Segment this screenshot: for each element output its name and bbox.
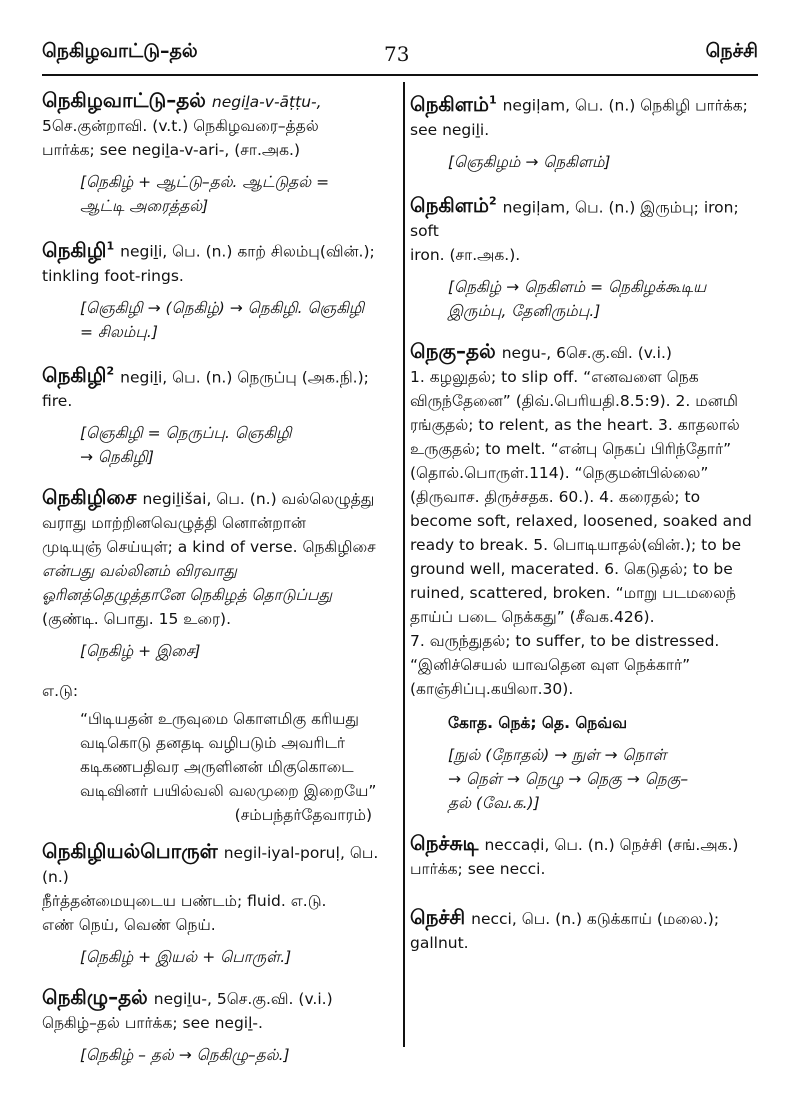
definition: negiḻišai, பெ. (n.) வல்லெழுத்து: [142, 490, 375, 509]
entry-line: “இனிச்செயல் யாவதென வுள நெக்கார்”: [410, 656, 691, 675]
definition: negiḷam, பெ. (n.) நெகிழி பார்க்க;: [502, 96, 748, 115]
etymology-line: [நெகிழ் + இசை]: [80, 642, 201, 661]
transliteration: negiḻa-v-āṭṭu-,: [211, 93, 322, 111]
entry-line: [42, 234, 392, 264]
etymology-line: [நுல் (நோதல்) → நுள் → நொள்: [448, 746, 667, 765]
etymology-line: [நெகிழ் + இயல் + பொருள்.]: [80, 948, 292, 967]
quote-line: வடிவினர் பயில்வலி வலமுறை இறையே”: [80, 782, 377, 801]
definition: negu-, 6செ.கு.வி. (v.i.): [501, 344, 672, 363]
entry-line: [410, 339, 762, 365]
entry-line: ready to break. 5. பொடியாதல்(வின்.); to be: [410, 536, 742, 555]
entry-line: நெகிழ்–தல் பார்க்க; see negiḻ-.: [42, 1014, 263, 1033]
etymology-line: = சிலம்பு.]: [80, 322, 158, 341]
etymology-line: [ஞெகிழி → (நெகிழ்) → நெகிழி. ஞெகிழி: [80, 298, 365, 317]
definition: negiḻi, பெ. (n.) காற் சிலம்பு(வின்.);: [120, 242, 375, 261]
etymology-line: → நெகிழி]: [80, 448, 154, 467]
entry-negizhu: [42, 985, 392, 1067]
etymology: [410, 743, 762, 815]
entry-line: 1. கழலுதல்; to slip off. “எனவளை நெக: [410, 368, 699, 387]
entry-line: 5செ.குன்றாவி. (v.t.) நெகிழவரை–த்தல்: [42, 117, 319, 135]
right-column: [410, 88, 762, 967]
etymology: [42, 296, 392, 344]
example-label: எ.டு:: [42, 682, 79, 701]
entry-line: வராது மாற்றினவெழுத்தி னொன்றான்: [42, 514, 306, 533]
headword: நெகிழிசை: [42, 485, 137, 510]
entry-negilam-2: [410, 190, 762, 324]
headword: நெகிளம்$^2$: [410, 193, 497, 218]
definition: negiḻi, பெ. (n.) நெருப்பு (அக.நி.); fire.: [42, 368, 369, 411]
quote-line: வடிகொடு தனதடி வழிபடும் அவரிடர்: [80, 734, 346, 753]
entry-line: பார்க்க; see negiḻa-v-ari-, (சா.அக.): [42, 141, 301, 159]
entry-line: ground well, macerated. 6. கெடுதல்; to be: [410, 560, 733, 579]
definition: necci, பெ. (n.) கடுக்காய் (மலை.);: [471, 910, 720, 929]
etymology-line: தல் (வே.க.)]: [448, 794, 540, 813]
entry-line: [42, 485, 392, 511]
etymology-line: [ஞெகிழி = நெருப்பு. ஞெகிழி: [80, 424, 292, 443]
entry-necchadi: [410, 831, 762, 881]
page-number: 73: [384, 42, 410, 66]
entry-line: [410, 88, 762, 118]
entry-line: become soft, relaxed, loosened, soaked and: [410, 512, 752, 531]
headword: நெச்சுடி: [410, 831, 479, 856]
etymology-line: [ஞெகிழம் → நெகிளம்]: [448, 152, 611, 171]
etymology: [42, 1043, 392, 1067]
entry-negizhi-2: [42, 360, 392, 470]
definition: negil-iyal-poruḷ, பெ. (n.): [42, 844, 379, 887]
entry-line: நீர்த்தன்மையுடைய பண்டம்; fluid. எ.டு.: [42, 892, 327, 911]
entry-negizhiyalporul: [42, 839, 392, 969]
quote-line: கடிகணபதிவர அருளினன் மிகுகொடை: [80, 758, 354, 777]
entry-line: [42, 88, 392, 114]
header-left-guideword: நெகிழவாட்டு–தல்: [42, 40, 198, 62]
etymology-line: இரும்பு, தேனிரும்பு.]: [448, 302, 601, 321]
entry-line: iron. (சா.அக.).: [410, 246, 521, 265]
etymology-line: [நெகிழ் + ஆட்டு–தல். ஆட்டுதல் =: [80, 173, 330, 191]
entry-line: [410, 190, 762, 244]
entry-line: முடியுஞ் செய்யுள்; a kind of verse. நெகிழிசை: [42, 538, 376, 557]
entry-line: [42, 360, 392, 414]
entry-line: 7. வருந்துதல்; to suffer, to be distressed.: [410, 632, 720, 651]
entry-line: ruined, scattered, broken. “மாறு படமலைந்: [410, 584, 736, 603]
etymology-line: → நெள் → நெழு → நெகு → நெகு–: [448, 770, 689, 789]
entry-negizhisai: [42, 485, 392, 827]
quote-line: “பிடியதன் உருவுமை கொளமிகு கரியது: [80, 710, 359, 729]
entry-negizhavattu: [42, 88, 392, 218]
header-right-guideword: நெச்சி: [705, 40, 758, 62]
headword: நெகிழி$^2$: [42, 363, 115, 388]
verse-quote: [42, 707, 392, 827]
quote-source: (சம்பந்தர்தேவாரம்): [234, 806, 372, 825]
entry-line: [410, 831, 762, 857]
headword: நெகிழியல்பொருள்: [42, 839, 218, 864]
headword: நெகு–தல்: [410, 339, 496, 364]
entry-line: தாய்ப் படை நெக்கது” (சீவக.426).: [410, 608, 655, 627]
headword: நெச்சி: [410, 905, 466, 930]
etymology-line: [நெகிழ் – தல் → நெகிழு–தல்.]: [80, 1046, 290, 1065]
entry-line: tinkling foot-rings.: [42, 266, 184, 285]
definition: negiḷam, பெ. (n.) இரும்பு; iron; soft: [410, 198, 739, 241]
entry-line: [42, 985, 392, 1011]
entry-line: gallnut.: [410, 934, 469, 953]
etymology: [42, 945, 392, 969]
etymology-line: ஆட்டி அரைத்தல்]: [80, 197, 209, 215]
definition: negiḻu-, 5செ.கு.வி. (v.i.): [153, 990, 333, 1009]
etymology: [42, 421, 392, 469]
headword: நெகிளம்$^1$: [410, 91, 497, 116]
etymology: [42, 170, 392, 218]
entry-line: [42, 839, 392, 889]
entry-line: ரங்குதல்; to relent, as the heart. 3. காதலால்: [410, 416, 740, 435]
entry-negu: [410, 339, 762, 815]
entry-line: விருந்தேனை” (திவ்.பெரியதி.8.5:9). 2. மனமி: [410, 392, 738, 411]
definition: neccaḍi, பெ. (n.) நெச்சி (சங்.அக.): [484, 836, 739, 855]
entry-necchi: [410, 905, 762, 955]
entry-line: உருகுதல்; to melt. “என்பு நெகப் பிரிந்தோர்”: [410, 440, 732, 459]
entry-line: என்பது வல்லினம் விரவாது: [42, 562, 237, 581]
cognates: கோத. நெக்; தெ. நெவ்வ: [448, 714, 628, 733]
entry-negizhi-1: [42, 234, 392, 344]
etymology-line: [நெகிழ் → நெகிளம் = நெகிழக்கூடிய: [448, 278, 707, 297]
entry-line: see negiḻi.: [410, 120, 490, 139]
headword: நெகிழவாட்டு–தல்: [42, 88, 206, 112]
entry-line: [410, 905, 762, 931]
etymology: [410, 275, 762, 323]
headword: நெகிழி$^1$: [42, 237, 115, 262]
header-rule: [42, 74, 758, 76]
etymology: [410, 150, 762, 174]
headword: நெகிழு–தல்: [42, 985, 148, 1010]
entry-line: ஓரினத்தெழுத்தானே நெகிழத் தொடுப்பது: [42, 586, 333, 605]
entry-line: (தொல்.பொருள்.114). “நெகுமன்பில்லை”: [410, 464, 709, 483]
etymology: [42, 639, 392, 663]
entry-line: (காஞ்சிப்பு.கயிலா.30).: [410, 680, 574, 699]
page-header: [0, 40, 800, 70]
entry-line: பார்க்க; see necci.: [410, 860, 546, 879]
left-column: [42, 88, 392, 1083]
entry-negilam-1: [410, 88, 762, 174]
entry-line: எண் நெய், வெண் நெய்.: [42, 916, 216, 935]
entry-line: (குண்டி. பொது. 15 உரை).: [42, 610, 231, 629]
column-divider: [403, 82, 405, 1047]
entry-line: (திருவாச. திருச்சதக. 60.). 4. கரைதல்; to: [410, 488, 701, 507]
